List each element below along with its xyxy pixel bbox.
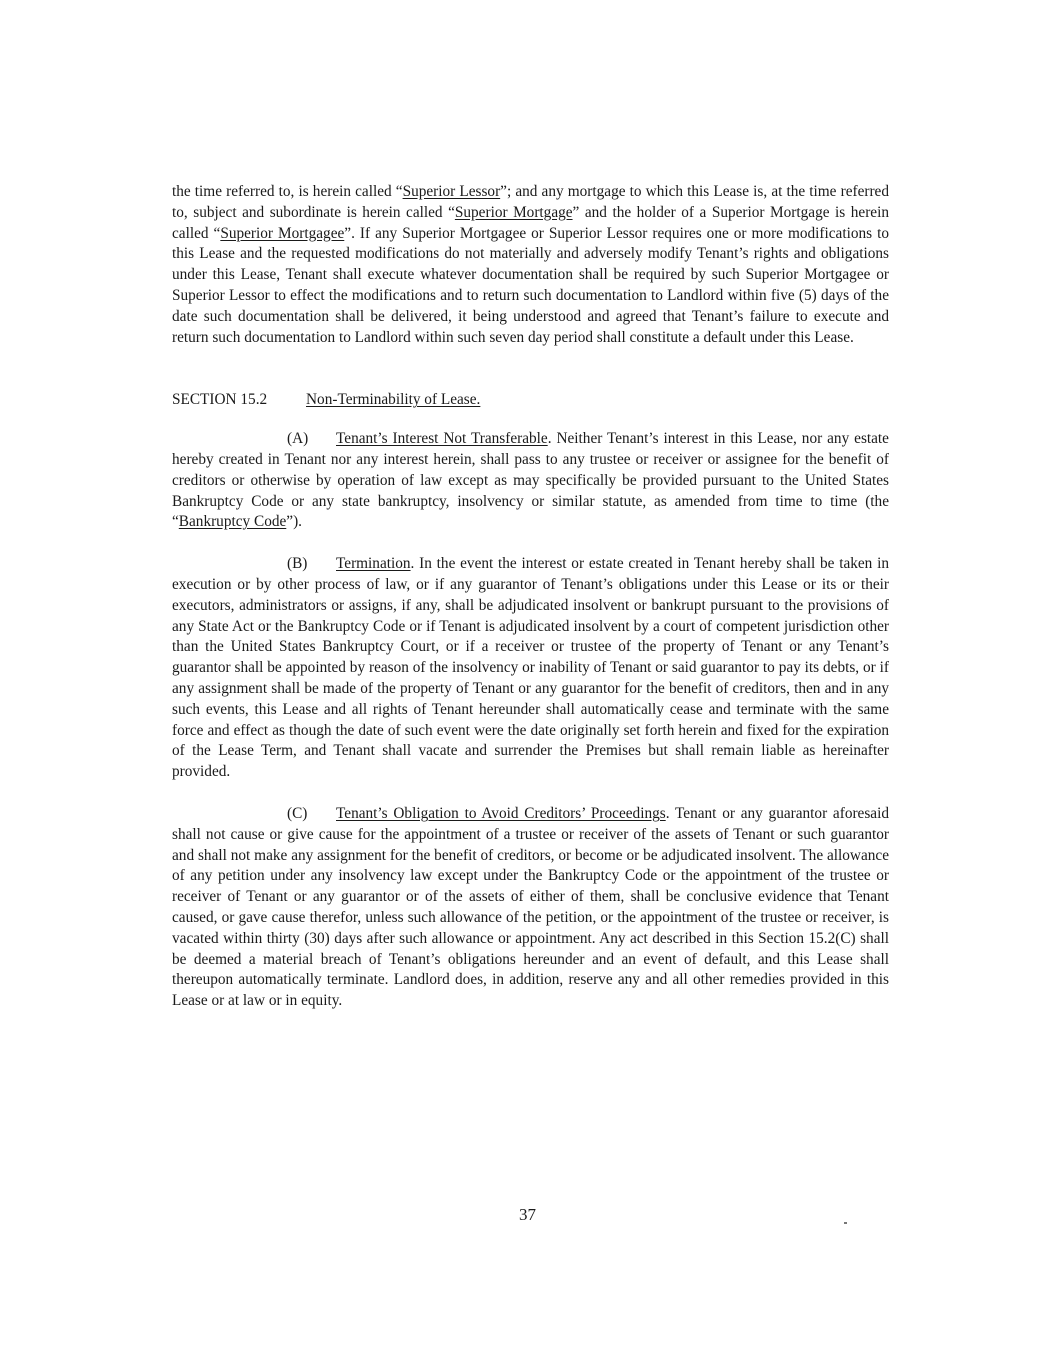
subsection-title: Termination bbox=[336, 555, 411, 573]
section-title: Non-Terminability of Lease. bbox=[306, 391, 481, 409]
text-span: ”. If any Superior Mortgagee or Superior Lessor requires one or more modifications to this Lease and the requested modifications do not materially and adversely modify Tenant’s rights and obligations under this Lease, Tenant shall execute whatever documentation shall be required by such Superior Mortgagee or Superior Lessor to effect the modifications and to return such documentation to Landlord within five (5) days of the date such documentation shall be delivered, it being understood and agreed that Tenant’s failure to execute and return such documentation to Landlord within such seven day period shall constitute a default under this Lease. bbox=[172, 224, 889, 346]
text-span: ”). bbox=[286, 513, 302, 531]
text-span: ” and the holder of a Superior Mortgage is herein called “ bbox=[172, 203, 889, 242]
text-span: . Tenant or any guarantor aforesaid shall not cause or give cause for the appointment of a trustee or receiver of the assets of Tenant or such guarantor and shall not make any assignment for the benefit of creditors, or become or be adjudicated insolvent. The allowance of any petition under any insolvency law except under the Bankruptcy Code or the appointment of the trustee or receiver of Tenant or any guarantor or of the assets of either of them, shall be conclusive evidence that Tenant caused, or gave cause therefor, unless such allowance of the petition, or the appointment of the trustee or receiver, is vacated within thirty (30) days after such allowance or appointment. Any act described in this Section 15.2(C) shall be deemed a material breach of Tenant’s obligations hereunder and an event of default, and this Lease shall thereupon automatically terminate. Landlord does, in addition, reserve any and all other remedies provided in this Lease or at law or in equity. bbox=[172, 804, 889, 1010]
section-number: SECTION 15.2 bbox=[172, 391, 268, 409]
defined-term-superior-lessor: Superior Lessor bbox=[402, 183, 501, 200]
text-span: ”; and any mortgage to which this Lease is, at the time referred to, subject and subordinate is herein called “ bbox=[172, 183, 889, 221]
defined-term-superior-mortgage: Superior Mortgage bbox=[454, 203, 573, 221]
text-span: . Neither Tenant’s interest in this Lease, nor any estate hereby created in Tenant nor any interest herein, shall pass to any trustee or receiver or assignee for the benefit of creditors or otherwise by operation of law except as may specifically be provided pursuant to the United States Bankruptcy Code or any state bankruptcy, insolvency or similar statute, as amended from time to time (the “ bbox=[172, 430, 889, 531]
defined-term-superior-mortgagee: Superior Mortgagee bbox=[220, 224, 345, 242]
page-body bbox=[172, 182, 889, 1033]
subsection-label: (A) bbox=[287, 430, 309, 448]
subsection-a bbox=[172, 429, 889, 533]
subsection-c bbox=[172, 804, 889, 1012]
text-span: . In the event the interest or estate created in Tenant hereby shall be taken in execution or by other process of law, or if any guarantor of Tenant’s obligations under this Lease or its or their executors, administrators or assigns, if any, shall be adjudicated insolvent or bankrupt pursuant to the provisions of any State Act or the Bankruptcy Code or if Tenant is adjudicated insolvent by a court of competent jurisdiction other than the United States Bankruptcy Court, or if a receiver or trustee of the property of Tenant or any Tenant’s guarantor shall be appointed by reason of the insolvency or inability of Tenant or said guarantor to pay its debts, or if any assignment shall be made of the property of Tenant or any guarantor for the benefit of creditors, then and in any such events, this Lease and all rights of Tenant hereunder shall automatically cease and terminate with the same force and effect as though the date of such event were the date originally set forth herein and fixed for the expiration of the Lease Term, and Tenant shall vacate and surrender the Premises but shall remain liable as hereinafter provided. bbox=[172, 555, 889, 781]
page-number: 37 bbox=[519, 1205, 536, 1224]
subsection-b bbox=[172, 554, 889, 783]
text-span: the time referred to, is herein called “ bbox=[172, 183, 403, 200]
subsection-label: (C) bbox=[287, 804, 308, 822]
subsection-title: Tenant’s Obligation to Avoid Creditors’ Proceedings bbox=[336, 804, 666, 822]
section-heading bbox=[172, 390, 889, 411]
subsection-label: (B) bbox=[287, 555, 308, 573]
paragraph-superior-lessor bbox=[172, 182, 889, 348]
defined-term-bankruptcy-code: Bankruptcy Code bbox=[178, 513, 287, 531]
subsection-title: Tenant’s Interest Not Transferable bbox=[336, 430, 548, 448]
scan-speck bbox=[844, 1222, 847, 1224]
